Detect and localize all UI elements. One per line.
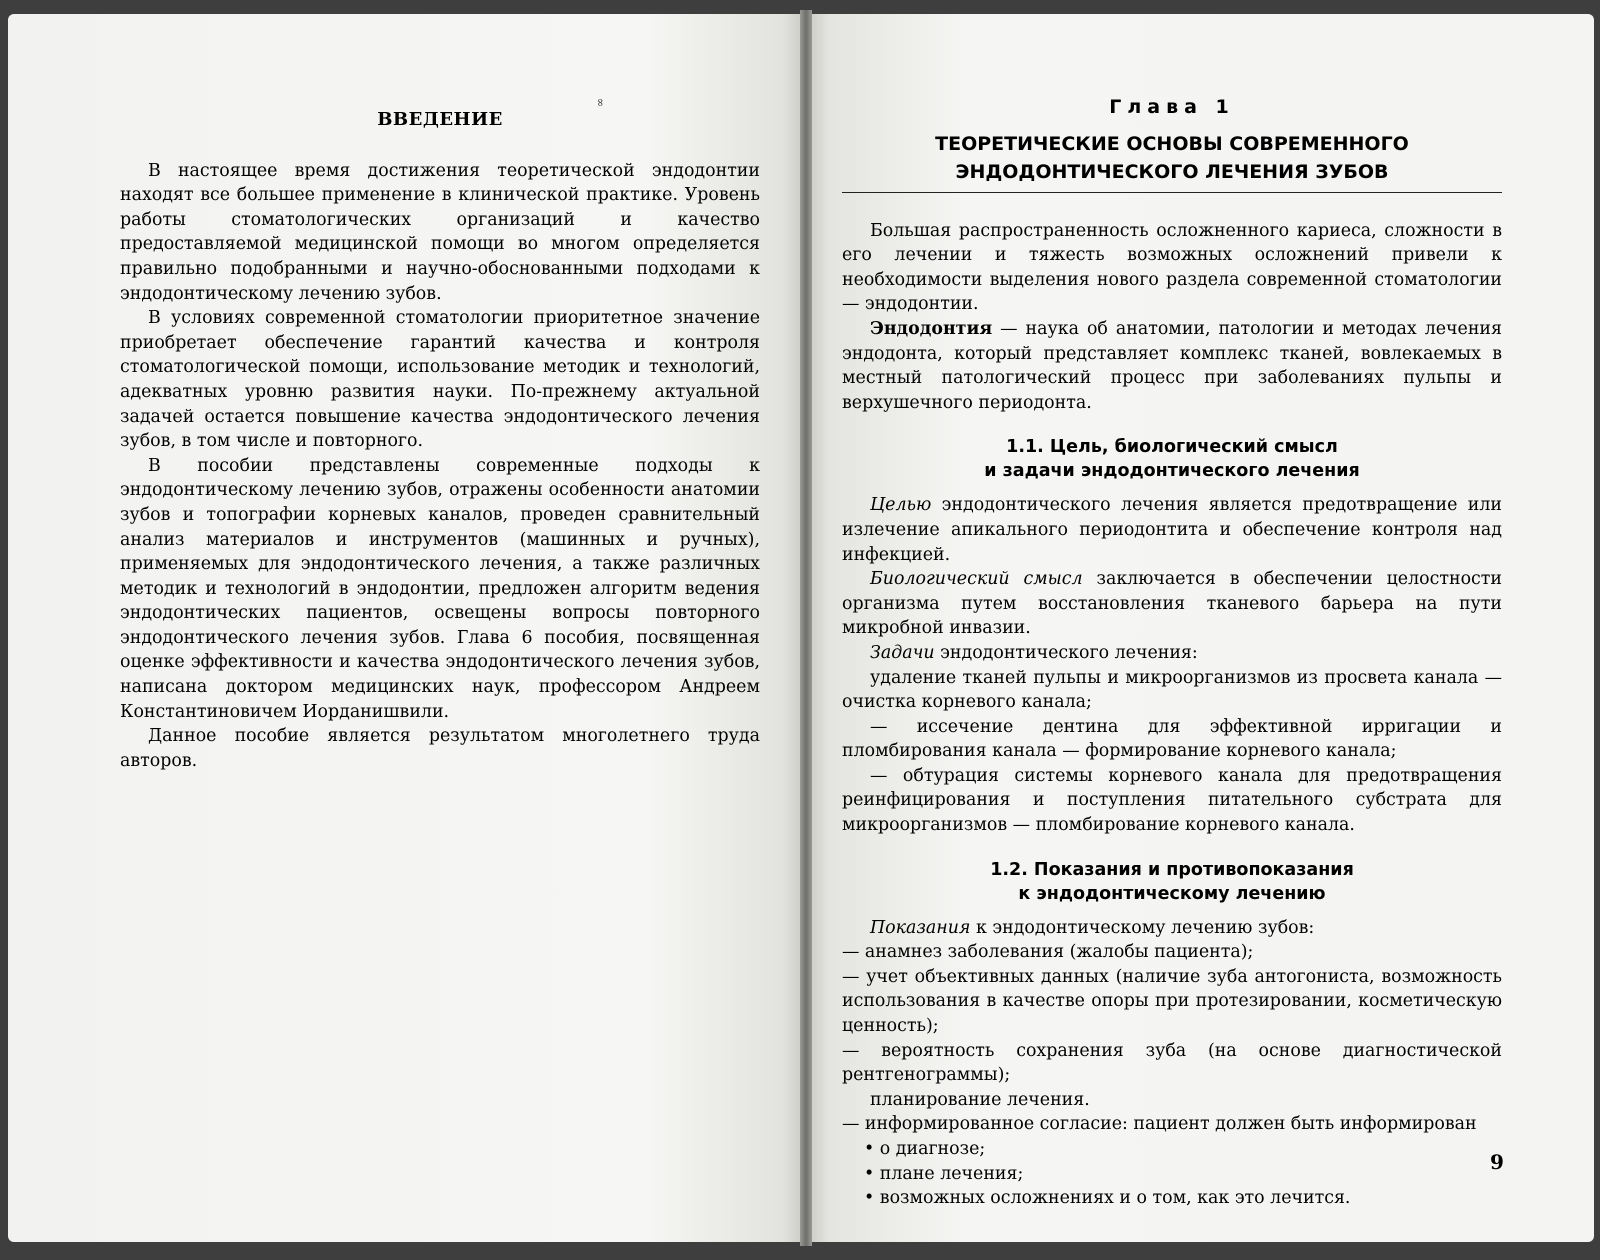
- tasks-paragraph: [842, 641, 1502, 666]
- section-2-heading: [842, 858, 1502, 906]
- goal-term: Целью: [870, 495, 932, 516]
- intro-paragraph-2: В условиях современной стоматологии приоритетное значение приобретает обеспечение гарантий качества и контроля стоматологической помощи, использование методик и технологий, адекватных уровню развития науки. По-прежнему актуальной задачей остается повышение качества эндодонтического лечения зубов, в том числе и повторного.: [120, 308, 760, 452]
- indication-item-2: — учет объективных данных (наличие зуба антогониста, возможность использования в качестве опоры при протезировании, косметическую ценность);: [842, 966, 1502, 1037]
- indications-text: к эндодонтическому лечению зубов:: [970, 917, 1315, 938]
- task-item-3: — обтурация системы корневого канала для предотвращения реинфицирования и поступления питательного субстрата для микроорганизмов — пломбирование корневого канала.: [842, 765, 1502, 836]
- chapter-label: Глава 1: [1109, 96, 1235, 118]
- task-item-2: — иссечение дентина для эффективной ирригации и пломбирования канала — формирование корневого канала;: [842, 716, 1502, 762]
- task-item-1: удаление тканей пульпы и микроорганизмов из просвета канала — очистка корневого канала;: [842, 667, 1502, 713]
- chapter-title-line-2: ЭНДОДОНТИЧЕСКОГО ЛЕЧЕНИЯ ЗУБОВ: [955, 160, 1389, 183]
- chapter-title-line-1: ТЕОРЕТИЧЕСКИЕ ОСНОВЫ СОВРЕМЕННОГО: [935, 132, 1409, 155]
- section-2-heading-line-1: 1.2. Показания и противопоказания: [990, 859, 1354, 880]
- tasks-term: Задачи: [870, 642, 935, 663]
- section-1-heading-line-2: и задачи эндодонтического лечения: [984, 461, 1360, 482]
- section-1-heading: [842, 435, 1502, 483]
- chapter-title: [842, 130, 1502, 186]
- definition-text: — наука об анатомии, патологии и методах лечения эндодонта, который представляет комплекс тканей, вовлекаемых в местный патологический процесс при заболеваниях пульпы и верхушечного периодонта.: [842, 318, 1502, 413]
- intro-paragraph-3: В пособии представлены современные подходы к эндодонтическому лечению зубов, отражены особенности анатомии зубов и топографии корневых каналов, проведен сравнительный анализ материалов и инструментов (машинных и ручных), применяемых для эндодонтического лечения, а также различных методик и технологий в эндодонтии, предложен алгоритм ведения эндодонтических пациентов, освещены вопросы повторного эндодонтического лечения зубов. Глава 6 пособия, посвященная оценке эффективности и качества эндодонтического лечения зубов, написана доктором медицинских наук, профессором Андреем Константиновичем Иорданишвили.: [120, 455, 760, 722]
- section-1-heading-line-1: 1.1. Цель, биологический смысл: [1006, 437, 1338, 458]
- page-marker: ∞: [594, 97, 608, 108]
- indication-item-5: — информированное согласие: пациент должен быть информирован: [842, 1114, 1477, 1135]
- section-2-heading-line-2: к эндодонтическому лечению: [1018, 883, 1326, 904]
- definition-term: Эндодонтия: [870, 318, 993, 339]
- indication-item-4: планирование лечения.: [870, 1089, 1090, 1110]
- bio-text: заключается в обеспечении целостности организма путем восстановления тканевого барьера на пути микробной инвазии.: [842, 569, 1502, 639]
- left-page-content: [120, 108, 760, 773]
- indications-term: Показания: [870, 917, 971, 938]
- bio-term: Биологический смысл: [870, 569, 1083, 590]
- chapter-intro-paragraph: Большая распространенность осложненного кариеса, сложности в его лечении и тяжесть возможных осложнений привели к необходимости выделения нового раздела современной стоматологии — эндодонтии.: [842, 220, 1502, 315]
- chapter-divider: [842, 192, 1502, 193]
- definition-paragraph: [842, 317, 1502, 415]
- bullet-item-3: • возможных осложнениях и о том, как это лечится.: [864, 1188, 1351, 1209]
- right-page-content: [842, 95, 1502, 1211]
- intro-title: ВВЕДЕНИЕ: [377, 109, 503, 130]
- page-number: 9: [1490, 1150, 1504, 1174]
- tasks-text: эндодонтического лечения:: [934, 642, 1198, 663]
- goal-paragraph: [842, 493, 1502, 567]
- bio-paragraph: [842, 567, 1502, 641]
- book-spine: [800, 10, 812, 1246]
- indication-item-1: — анамнез заболевания (жалобы пациента);: [842, 942, 1254, 963]
- indication-item-3: — вероятность сохранения зуба (на основе диагностической рентгенограммы);: [842, 1040, 1502, 1086]
- intro-paragraph-4: Данное пособие является результатом многолетнего труда авторов.: [120, 726, 760, 771]
- bullet-item-1: • о диагнозе;: [864, 1139, 986, 1159]
- indications-paragraph: [842, 916, 1502, 941]
- bullet-item-2: • плане лечения;: [864, 1163, 1024, 1184]
- goal-text: эндодонтического лечения является предотвращение или излечение апикального периодонтита и обеспечение контроля над инфекцией.: [842, 495, 1502, 565]
- intro-paragraph-1: В настоящее время достижения теоретической эндодонтии находят все большее применение в клинической практике. Уровень работы стоматологических организаций и качество предоставляемой медицинской помощи во многом определяется правильно подобранными и научно-обоснованными подходами к эндодонтическому лечению зубов.: [120, 160, 760, 304]
